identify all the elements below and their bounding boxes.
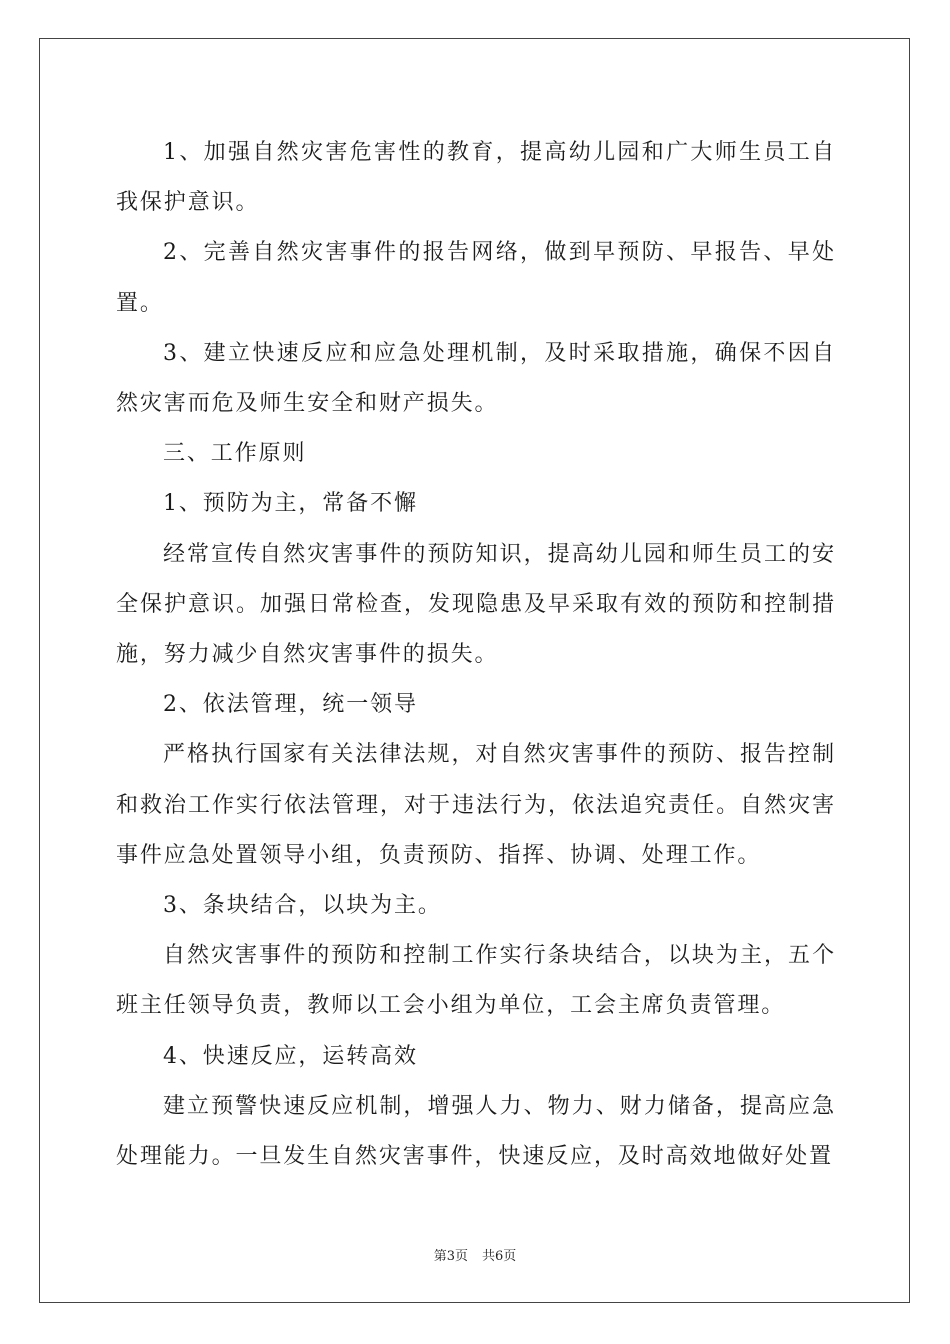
- principle-body-4: 建立预警快速反应机制，增强人力、物力、财力储备，提高应急处理能力。一旦发生自然灾害事件，快速反应，及时高效地做好处置: [116, 1093, 836, 1170]
- paragraph-3: 3、建立快速反应和应急处理机制，及时采取措施，确保不因自然灾害而危及师生安全和财产损失。: [116, 340, 836, 417]
- paragraph-2: 2、完善自然灾害事件的报告网络，做到早预防、早报告、早处置。: [116, 240, 836, 316]
- section-heading: 三、工作原则: [163, 441, 307, 467]
- principle-body-3: 自然灾害事件的预防和控制工作实行条块结合，以块为主，五个班主任领导负责，教师以工会小组为单位，工会主席负责管理。: [116, 943, 836, 1019]
- principle-heading-3: 3、条块结合，以块为主。: [163, 893, 442, 919]
- document-body: [116, 128, 836, 1182]
- principle-body-1: 经常宣传自然灾害事件的预防知识，提高幼儿园和师生员工的安全保护意识。加强日常检查，发现隐患及早采取有效的预防和控制措施，努力减少自然灾害事件的损失。: [116, 541, 836, 668]
- page-footer: [0, 1245, 950, 1264]
- page-number-total: 共6页: [482, 1249, 517, 1264]
- principle-heading-4: 4、快速反应，运转高效: [163, 1043, 418, 1069]
- page-number-current: 第3页: [433, 1249, 468, 1264]
- principle-heading-1: 1、预防为主，常备不懈: [163, 491, 418, 517]
- principle-heading-2: 2、依法管理，统一领导: [163, 692, 418, 718]
- principle-body-2: 严格执行国家有关法律法规，对自然灾害事件的预防、报告控制和救治工作实行依法管理，对于违法行为，依法追究责任。自然灾害事件应急处置领导小组，负责预防、指挥、协调、处理工作。: [116, 742, 836, 868]
- paragraph-1: 1、加强自然灾害危害性的教育，提高幼儿园和广大师生员工自我保护意识。: [116, 140, 836, 216]
